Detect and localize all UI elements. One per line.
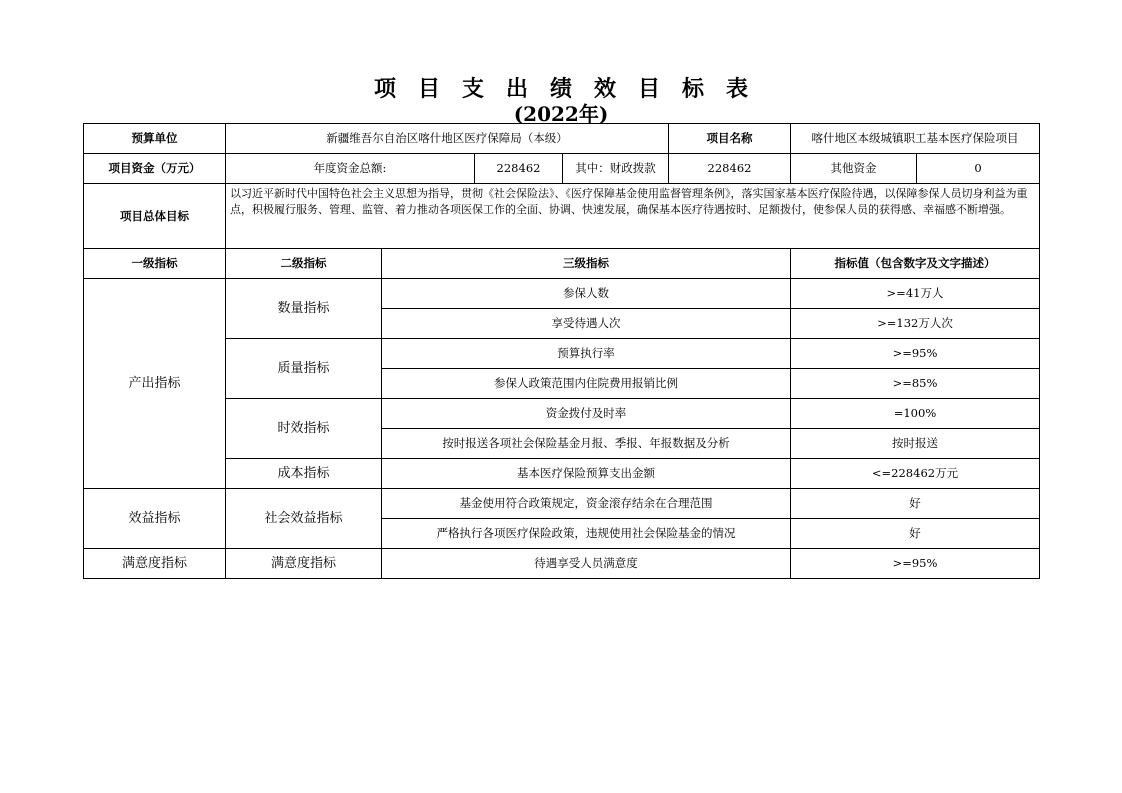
budget-unit-value: 新疆维吾尔自治区喀什地区医疗保障局（本级） bbox=[226, 124, 669, 154]
budget-unit-label: 预算单位 bbox=[84, 124, 226, 154]
goal-label: 项目总体目标 bbox=[84, 184, 226, 249]
indicator-name: 参保人数 bbox=[382, 279, 791, 309]
satisfaction-sub-indicator: 满意度指标 bbox=[226, 549, 382, 579]
timeliness-indicator: 时效指标 bbox=[226, 399, 382, 459]
benefit-indicator: 效益指标 bbox=[84, 489, 226, 549]
cost-indicator: 成本指标 bbox=[226, 459, 382, 489]
indicator-name: 参保人政策范围内住院费用报销比例 bbox=[382, 369, 791, 399]
indicator-name: 严格执行各项医疗保险政策，违规使用社会保险基金的情况 bbox=[382, 519, 791, 549]
indicator-name: 基本医疗保险预算支出金额 bbox=[382, 459, 791, 489]
other-funds-value: 0 bbox=[917, 154, 1040, 184]
indicator-value: >=95% bbox=[791, 339, 1040, 369]
indicator-value: 好 bbox=[791, 489, 1040, 519]
indicator-value: <=228462万元 bbox=[791, 459, 1040, 489]
indicator-name: 预算执行率 bbox=[382, 339, 791, 369]
col-value: 指标值（包含数字及文字描述） bbox=[791, 249, 1040, 279]
fiscal-label: 其中：财政拨款 bbox=[563, 154, 669, 184]
satisfaction-indicator: 满意度指标 bbox=[84, 549, 226, 579]
indicator-value: 按时报送 bbox=[791, 429, 1040, 459]
quantity-indicator: 数量指标 bbox=[226, 279, 382, 339]
indicator-value: >=85% bbox=[791, 369, 1040, 399]
col-level3: 三级指标 bbox=[382, 249, 791, 279]
table-row bbox=[84, 279, 1040, 309]
quality-indicator: 质量指标 bbox=[226, 339, 382, 399]
indicator-name: 待遇享受人员满意度 bbox=[382, 549, 791, 579]
table-row bbox=[84, 459, 1040, 489]
annual-total-value: 228462 bbox=[475, 154, 563, 184]
table-row bbox=[84, 339, 1040, 369]
indicator-name: 资金拨付及时率 bbox=[382, 399, 791, 429]
project-name-value: 喀什地区本级城镇职工基本医疗保险项目 bbox=[791, 124, 1040, 154]
performance-table bbox=[83, 123, 1040, 579]
goal-row bbox=[84, 184, 1040, 249]
output-indicator: 产出指标 bbox=[84, 279, 226, 489]
page-subtitle: (2022年) bbox=[513, 102, 609, 126]
column-header-row bbox=[84, 249, 1040, 279]
project-name-label: 项目名称 bbox=[669, 124, 791, 154]
budget-unit-row bbox=[84, 124, 1040, 154]
col-level1: 一级指标 bbox=[84, 249, 226, 279]
table-row bbox=[84, 489, 1040, 519]
annual-total-label: 年度资金总额: bbox=[226, 154, 475, 184]
indicator-value: >=132万人次 bbox=[791, 309, 1040, 339]
indicator-name: 基金使用符合政策规定，资金滚存结余在合理范围 bbox=[382, 489, 791, 519]
goal-text: 以习近平新时代中国特色社会主义思想为指导，贯彻《社会保险法》、《医疗保障基金使用监督管理条例》，落实国家基本医疗保险待遇，以保障参保人员切身利益为重点，积极履行服务、管理、监管、着力推动各项医保工作的全面、协调、快速发展，确保基本医疗待遇按时、足额拨付，使参保人员的获得感、幸福感不断增强。 bbox=[226, 184, 1040, 249]
indicator-value: =100% bbox=[791, 399, 1040, 429]
table-row bbox=[84, 549, 1040, 579]
fiscal-value: 228462 bbox=[669, 154, 791, 184]
page-title: 项目支出绩效目标表 bbox=[373, 76, 770, 102]
other-funds-label: 其他资金 bbox=[791, 154, 917, 184]
indicator-value: 好 bbox=[791, 519, 1040, 549]
indicator-value: >=41万人 bbox=[791, 279, 1040, 309]
social-benefit-indicator: 社会效益指标 bbox=[226, 489, 382, 549]
indicator-name: 享受待遇人次 bbox=[382, 309, 791, 339]
funds-label: 项目资金（万元） bbox=[84, 154, 226, 184]
table-row bbox=[84, 399, 1040, 429]
col-level2: 二级指标 bbox=[226, 249, 382, 279]
funds-row bbox=[84, 154, 1040, 184]
indicator-value: >=95% bbox=[791, 549, 1040, 579]
indicator-name: 按时报送各项社会保险基金月报、季报、年报数据及分析 bbox=[382, 429, 791, 459]
